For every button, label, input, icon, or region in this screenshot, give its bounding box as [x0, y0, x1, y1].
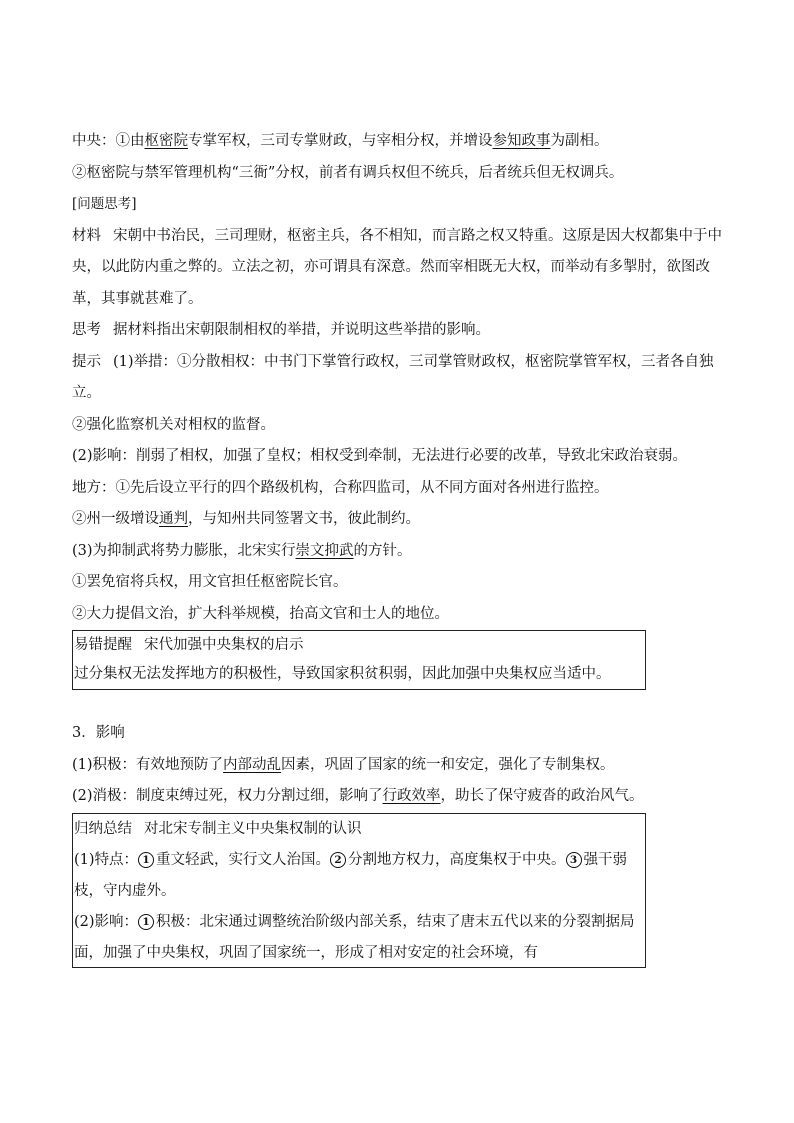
underlined-term: 参知政事	[492, 133, 551, 149]
label: 思考	[72, 322, 101, 338]
underlined-term: 行政效率	[382, 788, 441, 804]
think-paragraph	[72, 315, 722, 347]
box-title	[73, 631, 645, 660]
summary-box	[72, 813, 646, 968]
error-reminder-box	[72, 630, 646, 690]
section-heading: 3．影响	[72, 725, 125, 741]
section-label: [问题思考]	[72, 196, 137, 212]
hint-paragraph	[72, 347, 722, 410]
text: 因素，巩固了国家的统一和安定，强化了专制集权。	[281, 756, 615, 773]
box-title	[73, 814, 645, 845]
text: (2)消极：制度束缚过死，权力分割过细，影响了	[72, 788, 383, 804]
text: 宋代加强中央集权的启示	[144, 637, 304, 653]
paragraph: ②枢密院与禁军管理机构“三衙”分权，前者有调兵权但不统兵，后者统兵但无权调兵。	[72, 164, 624, 181]
label: 提示	[72, 353, 101, 370]
paragraph: ②大力提倡文治，扩大科举规模，抬高文官和士人的地位。	[72, 605, 449, 622]
circled-number: 2	[330, 852, 346, 868]
box-text: 过分集权无法发挥地方的积极性，导致国家积贫积弱，因此加强中央集权应当适中。	[74, 666, 611, 682]
label: 材料	[72, 227, 101, 244]
text: (1)特点：	[74, 851, 139, 868]
paragraph	[72, 750, 722, 782]
influence-text	[73, 907, 645, 968]
document-page	[72, 126, 722, 968]
circled-number: 3	[566, 852, 582, 868]
material-paragraph	[72, 221, 722, 316]
label: 归纳总结	[74, 820, 132, 837]
text: (2)影响：	[74, 913, 139, 930]
paragraph	[72, 504, 722, 536]
paragraph	[72, 536, 722, 568]
text: 专掌军权，三司专掌财政，与宰相分权，并增设	[188, 133, 493, 149]
local-paragraph: 地方：①先后设立平行的四个路级机构，合称四监司，从不同方面对各州进行监控。	[72, 479, 609, 496]
central-paragraph	[72, 126, 722, 158]
text: ，助长了保守疲沓的政治风气。	[440, 788, 644, 804]
text: 宋朝中书治民，三司理财，枢密主兵，各不相知，而言路之权又特重。这原是因大权都集中于中央，以此防内重之弊的。立法之初，亦可谓具有深意。然而宰相既无大权，而举动有多掣肘，欲图改革，其事就甚难了。	[72, 227, 722, 307]
text: 分割地方权力，高度集权于中央。	[348, 851, 566, 868]
text: 为副相。	[550, 133, 609, 149]
text: 积极：北宋通过调整统治阶级内部关系，结束了唐末五代以来的分裂割据局面，加强了中央集权，巩固了国家统一，形成了相对安定的社会环境，有	[74, 913, 635, 961]
text: 据材料指出宋朝限制相权的举措，并说明这些举措的影响。	[113, 322, 490, 338]
text: 对北宋专制主义中央集权制的认识	[144, 820, 362, 837]
text: (1)积极：有效地预防了	[72, 756, 224, 773]
underlined-term: 枢密院	[144, 133, 188, 149]
text: (1)举措：①分散相权：中书门下掌管行政权，三司掌管财政权，枢密院掌管军权，三者各自独立。	[72, 353, 714, 401]
paragraph: (2)影响：削弱了相权，加强了皇权；相权受到牵制，无法进行必要的改革，导致北宋政治衰弱。	[72, 448, 688, 464]
paragraph	[72, 781, 722, 813]
label: 易错提醒	[74, 637, 132, 653]
text: 的方针。	[353, 542, 412, 559]
features-text	[73, 845, 645, 907]
text: ②州一级增设	[72, 511, 159, 527]
text: (3)为抑制武将势力膨胀，北宋实行	[72, 542, 296, 559]
underlined-term: 通判	[159, 511, 188, 527]
text: 重文轻武，实行文人治国。	[156, 851, 331, 868]
paragraph: ①罢免宿将兵权，用文官担任枢密院长官。	[72, 574, 348, 590]
text: ，与知州共同签署文书，彼此制约。	[188, 511, 420, 527]
paragraph: ②强化监察机关对相权的监督。	[72, 416, 275, 433]
text: 中央：①由	[72, 133, 145, 149]
circled-number: 1	[138, 914, 154, 930]
underlined-term: 内部动乱	[223, 756, 282, 773]
underlined-term: 崇文抑武	[295, 542, 354, 559]
text: 强干弱枝，守内虚外。	[74, 851, 628, 899]
circled-number: 1	[138, 852, 154, 868]
